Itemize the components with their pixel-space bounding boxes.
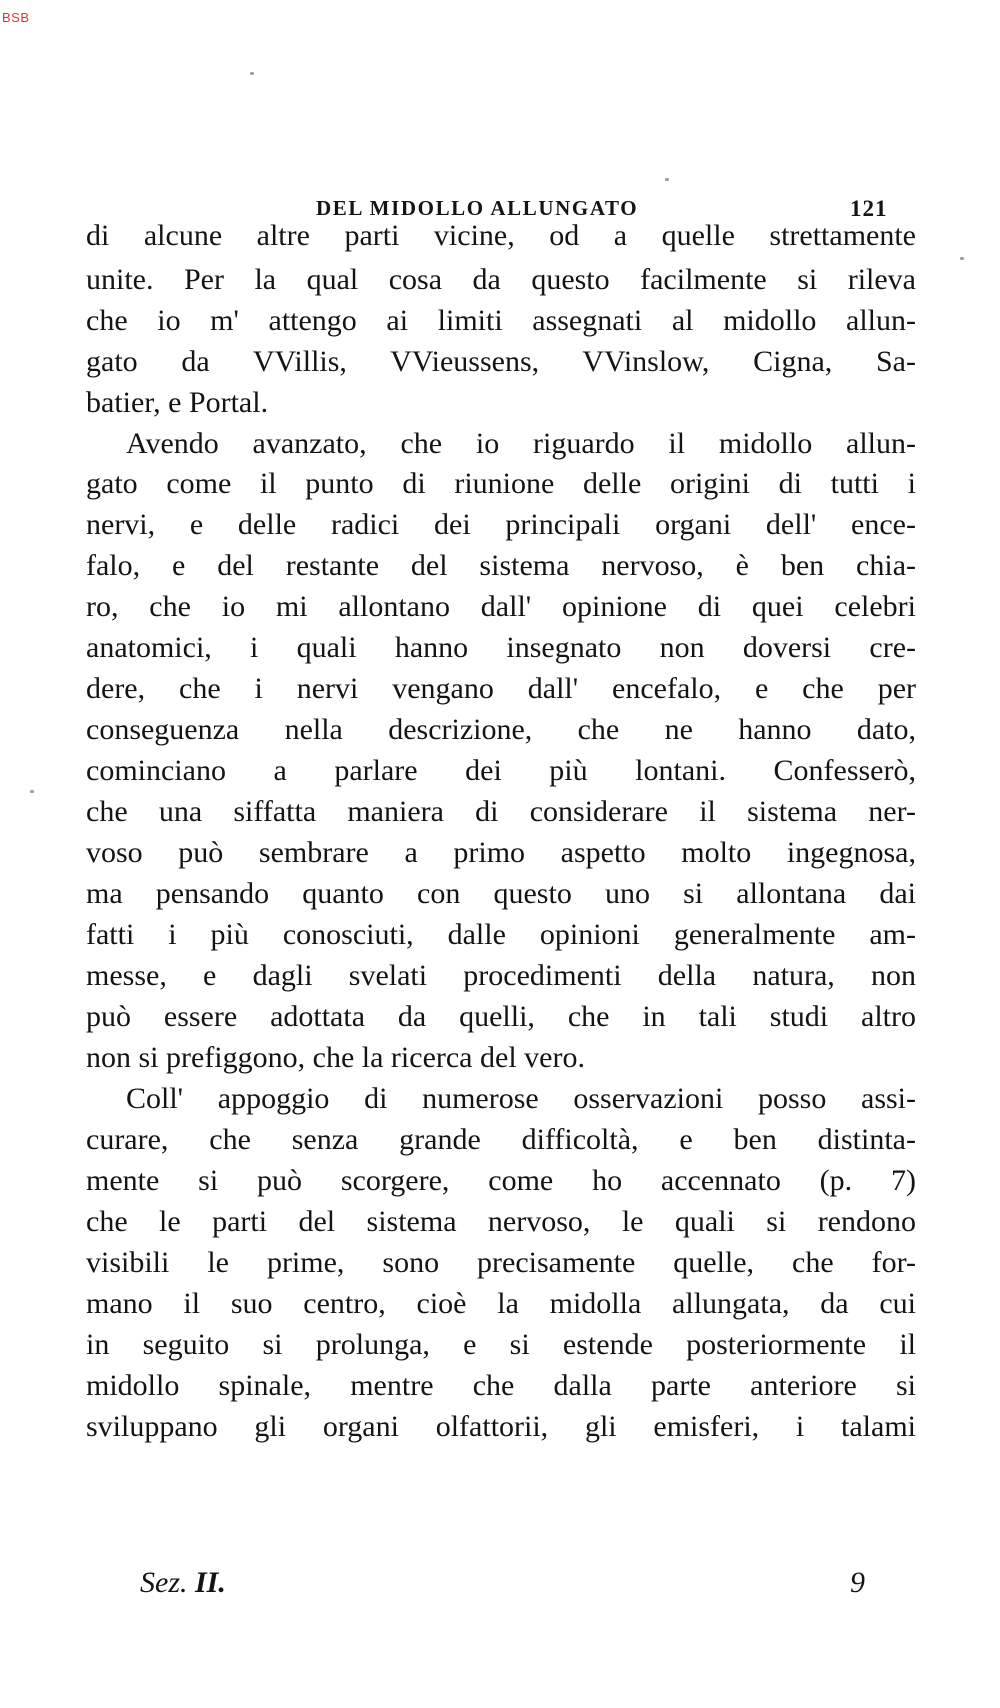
library-watermark: BSB	[2, 10, 30, 25]
text-line: midollo spinale, mentre che dalla parte anteriore si	[86, 1369, 916, 1402]
text-line: di alcune altre parti vicine, od a quelle strettamente	[86, 219, 916, 252]
text-line: ma pensando quanto con questo uno si allontana dai	[86, 877, 916, 910]
text-line: sviluppano gli organi olfattorii, gli emisferi, i talami	[86, 1410, 916, 1443]
text-line: gato da VVillis, VVieussens, VVinslow, Cigna, Sa-	[86, 345, 916, 378]
paper-speck	[30, 790, 34, 793]
text-line: falo, e del restante del sistema nervoso, è ben chia-	[86, 549, 916, 582]
text-line: curare, che senza grande difficoltà, e ben distinta-	[86, 1123, 916, 1156]
text-line: cominciano a parlare dei più lontani. Confesserò,	[86, 754, 916, 787]
text-line: non si prefiggono, che la ricerca del vero.	[86, 1041, 585, 1074]
text-line: in seguito si prolunga, e si estende posteriormente il	[86, 1328, 916, 1361]
text-line: che le parti del sistema nervoso, le quali si rendono	[86, 1205, 916, 1238]
paper-speck	[665, 178, 669, 181]
signature-numeral: II.	[195, 1566, 226, 1599]
running-title: DEL MIDOLLO ALLUNGATO	[316, 196, 639, 220]
text-line: ro, che io mi allontano dall' opinione di quei celebri	[86, 590, 916, 623]
text-line: voso può sembrare a primo aspetto molto ingegnosa,	[86, 836, 916, 869]
text-line: Coll' appoggio di numerose osservazioni posso assi-	[126, 1082, 916, 1115]
text-line: può essere adottata da quelli, che in tali studi altro	[86, 1000, 916, 1033]
text-line: batier, e Portal.	[86, 386, 269, 419]
text-line: conseguenza nella descrizione, che ne hanno dato,	[86, 713, 916, 746]
text-line: messe, e dagli svelati procedimenti della natura, non	[86, 959, 916, 992]
text-line: nervi, e delle radici dei principali organi dell' ence-	[86, 508, 916, 541]
signature-prefix: Sez.	[140, 1566, 188, 1599]
text-line: Avendo avanzato, che io riguardo il midollo allun-	[126, 427, 916, 460]
text-line: unite. Per la qual cosa da questo facilmente si rileva	[86, 263, 916, 296]
paper-speck	[960, 257, 964, 260]
page-number: 121	[850, 196, 888, 221]
text-line: che una siffatta maniera di considerare il sistema ner-	[86, 795, 916, 828]
text-line: anatomici, i quali hanno insegnato non doversi cre-	[86, 631, 916, 664]
text-line: che io m' attengo ai limiti assegnati al midollo allun-	[86, 304, 916, 337]
text-line: mano il suo centro, cioè la midolla allungata, da cui	[86, 1287, 916, 1320]
text-line: fatti i più conosciuti, dalle opinioni generalmente am-	[86, 918, 916, 951]
gathering-number: 9	[850, 1566, 865, 1599]
text-line: visibili le prime, sono precisamente quelle, che for-	[86, 1246, 916, 1279]
text-line: gato come il punto di riunione delle origini di tutti i	[86, 467, 916, 500]
paper-speck	[250, 72, 254, 75]
text-line: dere, che i nervi vengano dall' encefalo, e che per	[86, 672, 916, 705]
text-line: mente si può scorgere, come ho accennato (p. 7)	[86, 1164, 916, 1197]
signature-mark	[140, 1566, 226, 1600]
